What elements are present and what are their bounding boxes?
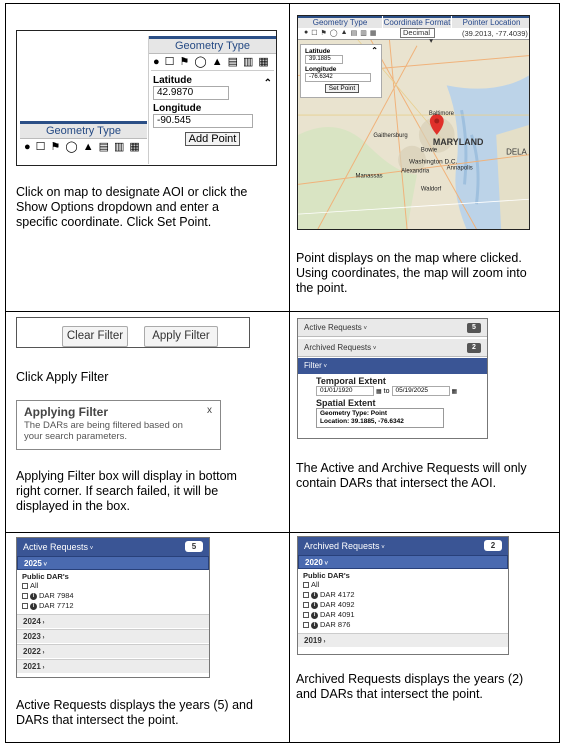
file-icon[interactable]: ▤ (227, 55, 239, 68)
cell5-caption (16, 698, 281, 728)
geometry-screenshot (16, 30, 277, 166)
archived-requests-header[interactable]: Archived Requests ˅ 2 (298, 339, 487, 357)
checkbox[interactable] (303, 622, 309, 628)
archived-requests-header[interactable]: Archived Requests ˅ 2 (298, 537, 508, 555)
archived-count-badge: 2 (467, 343, 481, 353)
document-icon[interactable]: ▥ (243, 55, 254, 68)
document-icon[interactable]: ▥ (360, 30, 367, 37)
geometry-panel-small (20, 121, 147, 161)
geometry-tools (149, 54, 276, 70)
caption-line: Active Requests displays the years (5) and (16, 698, 253, 712)
year-row[interactable]: 2023 › (17, 629, 209, 643)
map-toolbar (298, 16, 529, 45)
spatial-extent-box (316, 408, 444, 428)
longitude-input[interactable]: -90.545 (153, 114, 253, 128)
circle-icon[interactable]: ◯ (194, 55, 207, 68)
year-open-header[interactable]: 2025 ˅ (17, 556, 209, 570)
latitude-label: Latitude (153, 75, 192, 86)
flag-icon[interactable]: ⚑ (50, 140, 61, 153)
list-item[interactable] (17, 591, 209, 601)
year-label: 2023 (23, 632, 41, 641)
caption-line: Click on map to designate AOI or click the (16, 185, 248, 199)
geometry-type-title: Geometry Type (149, 36, 276, 54)
group-label: Public DAR's (303, 571, 350, 580)
cell3-caption2 (16, 469, 281, 514)
map-label: Baltimore (428, 111, 454, 118)
cell4-caption (296, 461, 556, 491)
clear-filter-button[interactable]: Clear Filter (62, 326, 128, 347)
dar-label: DAR 7984 (39, 591, 74, 600)
map-label: Gaithersburg (373, 132, 408, 139)
filter-buttons-screenshot (16, 317, 250, 348)
close-icon[interactable]: x (207, 405, 212, 416)
list-item[interactable] (298, 590, 508, 600)
column-divider (289, 4, 290, 742)
active-requests-label: Active Requests (23, 542, 89, 552)
date-range (298, 386, 487, 396)
filter-label: Filter (304, 361, 322, 370)
info-icon[interactable]: i (311, 592, 318, 599)
archived-requests-screenshot (297, 536, 509, 655)
pin-icon[interactable]: ● (24, 140, 31, 153)
circle-icon[interactable]: ◯ (65, 140, 78, 153)
year-open-header[interactable]: 2020 ˅ (298, 555, 508, 569)
polygon-icon[interactable]: ▲ (211, 55, 223, 68)
applying-filter-box (16, 400, 221, 450)
map-label: MARYLAND (432, 136, 484, 147)
active-requests-header[interactable]: Active Requests ˅ 5 (298, 319, 487, 337)
active-requests-label: Active Requests (304, 323, 362, 332)
archived-count-badge: 2 (484, 540, 502, 551)
message-line: The DARs are being filtered based on (24, 420, 183, 431)
caption-line: DARs that intersect the point. (16, 713, 179, 727)
map-label: Bowie (420, 147, 438, 154)
longitude-label: Longitude (153, 103, 202, 114)
caption-line: Using coordinates, the map will zoom into (296, 266, 527, 280)
archived-requests-label: Archived Requests (304, 541, 380, 551)
active-count-badge: 5 (467, 323, 481, 333)
map-label: Waldorf (420, 186, 442, 193)
square-icon[interactable]: ☐ (164, 55, 175, 68)
spatial-extent-label: Spatial Extent (316, 398, 376, 408)
group-label: Public DAR's (22, 572, 69, 581)
year-label: 2025 (24, 559, 42, 568)
map-label: Washington D.C. (409, 158, 458, 166)
all-label: All (311, 580, 320, 589)
pointer-location-value: (39.2013, -77.4039) (462, 29, 528, 38)
latitude-input[interactable]: 39.1885 (305, 55, 343, 64)
latitude-input[interactable]: 42.9870 (153, 86, 229, 100)
longitude-input[interactable]: -76.6342 (305, 73, 371, 82)
dar-label: DAR 7712 (39, 601, 74, 610)
set-point-button[interactable]: Set Point (325, 84, 359, 93)
map-label: Manassas (355, 173, 383, 180)
caption-line: The Active and Archive Requests will only (296, 461, 527, 475)
year-label: 2024 (23, 617, 41, 626)
pointer-location-header: Pointer Location (452, 16, 530, 28)
year-label: 2019 (304, 636, 322, 645)
map-label: Alexandria (401, 168, 430, 175)
cell6-caption (296, 672, 556, 702)
caption-line: right corner. If search failed, it will be (16, 484, 219, 498)
apply-filter-button[interactable]: Apply Filter (144, 326, 218, 347)
map-geometry-tools (304, 29, 376, 37)
to-label: to (383, 387, 390, 395)
longitude-label: Longitude (305, 66, 337, 73)
cell2-caption (296, 251, 556, 296)
chevron-down-icon: ▾ (429, 36, 433, 45)
trash-icon[interactable]: ▦ (129, 140, 140, 153)
flag-icon[interactable]: ⚑ (320, 30, 327, 37)
circle-icon[interactable]: ◯ (329, 30, 338, 37)
file-icon[interactable]: ▤ (350, 30, 358, 37)
calendar-icon[interactable]: ▦ (451, 388, 458, 395)
collapse-icon[interactable]: ⌃ (263, 78, 272, 89)
geometry-type-line: Geometry Type: Point (320, 410, 388, 417)
year-row[interactable]: 2021 › (17, 659, 209, 673)
map-label: DELA (506, 147, 527, 157)
date-from-input[interactable]: 01/01/1920 (316, 386, 374, 396)
year-label: 2021 (23, 662, 41, 671)
dar-label: DAR 4091 (320, 610, 355, 619)
caption-line: the point. (296, 281, 348, 295)
dar-label: DAR 4092 (320, 600, 355, 609)
pin-icon[interactable]: ● (304, 29, 309, 36)
trash-icon[interactable]: ▦ (369, 30, 377, 37)
trash-icon[interactable]: ▦ (258, 55, 269, 68)
list-item[interactable] (17, 601, 209, 611)
cell3-caption1: Click Apply Filter (16, 370, 109, 384)
set-point-panel (300, 44, 382, 98)
caption-line: Point displays on the map where clicked. (296, 251, 522, 265)
document-icon[interactable]: ▥ (114, 140, 125, 153)
caption-line: Archived Requests displays the years (2) (296, 672, 524, 686)
geometry-type-title-small: Geometry Type (20, 121, 147, 139)
list-item[interactable] (17, 581, 209, 591)
list-item[interactable] (298, 600, 508, 610)
square-icon[interactable]: ☐ (35, 140, 46, 153)
square-icon[interactable]: ☐ (311, 30, 318, 37)
dar-label: DAR 4172 (320, 590, 355, 599)
format-value: Decimal (403, 28, 431, 37)
list-item[interactable] (298, 610, 508, 620)
checkbox[interactable] (303, 582, 309, 588)
active-count-badge: 5 (185, 541, 203, 552)
all-label: All (30, 581, 39, 590)
caption-line: displayed in the box. (16, 499, 130, 513)
caption-line: specific coordinate. Click Set Point. (16, 215, 212, 229)
file-icon[interactable]: ▤ (98, 140, 110, 153)
checkbox[interactable] (22, 593, 28, 599)
coordinate-format-select[interactable] (400, 28, 435, 45)
year-row[interactable]: 2019 › (298, 633, 508, 647)
archived-requests-label: Archived Requests (304, 343, 372, 352)
pin-icon[interactable]: ● (153, 55, 160, 68)
applying-filter-title: Applying Filter (24, 405, 108, 419)
active-requests-screenshot (16, 537, 210, 678)
flag-icon[interactable]: ⚑ (179, 55, 190, 68)
dar-label: DAR 876 (320, 620, 351, 629)
info-icon[interactable]: i (311, 622, 318, 629)
caption-line: Show Options dropdown and enter a (16, 200, 219, 214)
info-icon[interactable]: i (30, 603, 37, 610)
info-icon[interactable]: i (30, 593, 37, 600)
polygon-icon[interactable]: ▲ (340, 29, 348, 36)
info-icon[interactable]: i (311, 602, 318, 609)
row-divider (6, 311, 559, 312)
coordinate-format-header: Coordinate Format (383, 18, 451, 27)
checkbox[interactable] (22, 603, 28, 609)
active-requests-header[interactable]: Active Requests ˅ 5 (17, 538, 209, 556)
caption-line: Applying Filter box will display in bottom (16, 469, 237, 483)
year-row[interactable]: 2022 › (17, 644, 209, 658)
caption-line: and DARs that intersect the point. (296, 687, 483, 701)
list-item[interactable] (298, 580, 508, 590)
year-label: 2022 (23, 647, 41, 656)
filter-header[interactable]: Filter ˅ (298, 358, 487, 374)
message-line: your search parameters. (24, 431, 127, 442)
checkbox[interactable] (22, 583, 28, 589)
collapse-icon[interactable]: ⌃ (371, 46, 378, 55)
cell1-caption (16, 185, 281, 230)
checkbox[interactable] (303, 612, 309, 618)
add-point-button[interactable]: Add Point (185, 132, 240, 146)
date-to-input[interactable]: 05/19/2025 (392, 386, 450, 396)
location-line: Location: 39.1885, -76.6342 (320, 418, 404, 425)
map-label: Annapolis (446, 165, 473, 172)
caption-line: contain DARs that intersect the AOI. (296, 476, 497, 490)
latitude-label: Latitude (305, 48, 331, 55)
instruction-table (5, 3, 560, 743)
calendar-icon[interactable]: ▦ (376, 388, 382, 395)
year-label: 2020 (305, 558, 323, 567)
year-row[interactable]: 2024 › (17, 614, 209, 628)
info-icon[interactable]: i (311, 612, 318, 619)
row-divider (6, 532, 559, 533)
checkbox[interactable] (303, 602, 309, 608)
list-item[interactable] (298, 620, 508, 630)
checkbox[interactable] (303, 592, 309, 598)
polygon-icon[interactable]: ▲ (82, 140, 94, 153)
requests-filter-screenshot (297, 318, 488, 439)
temporal-extent-label: Temporal Extent (316, 376, 386, 386)
applying-filter-message (17, 419, 220, 442)
geometry-tools-small (20, 139, 147, 155)
geometry-type-header: Geometry Type (298, 16, 382, 28)
geometry-panel-wide (148, 36, 276, 164)
map-screenshot (297, 15, 530, 230)
